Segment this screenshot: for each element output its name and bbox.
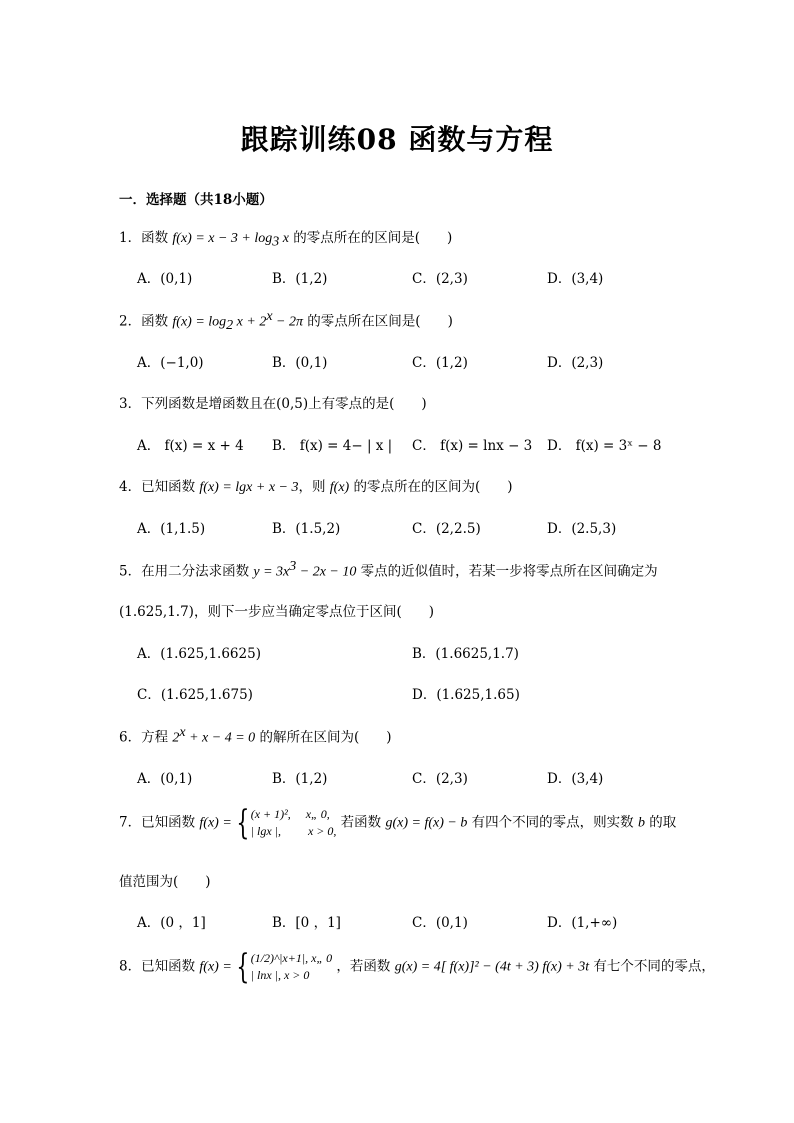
question-3-option-c[interactable]: C． f(x) = lnx − 3 [412, 438, 533, 454]
question-6-option-a[interactable]: A．(0,1) [137, 771, 193, 787]
question-5-option-a[interactable]: A．(1.625,1.6625) [137, 646, 261, 662]
question-4-option-b[interactable]: B．(1.5,2) [272, 521, 341, 537]
question-5-option-d[interactable]: D．(1.625,1.65) [412, 687, 520, 703]
question-5-stem-line-2: (1.625,1.7)，则下一步应当确定零点位于区间( ) [119, 604, 434, 620]
question-1-option-a[interactable]: A．(0,1) [137, 271, 193, 287]
question-4-option-c[interactable]: C．(2,2.5) [412, 521, 481, 537]
question-4-stem: 4．已知函数 f(x) = lgx + x − 3，则 f(x) 的零点所在的区间为( ) [119, 479, 513, 495]
question-6-option-c[interactable]: C．(2,3) [412, 771, 468, 787]
question-6-stem: 6．方程 $2^x + x - 4 = 0$ 的解所在区间为( ) [119, 725, 392, 746]
question-2-option-c[interactable]: C．(1,2) [412, 355, 468, 371]
piecewise-definition: { (1/2)^|x+1|, x„ 0 | lnx |, x > 0 [236, 947, 333, 987]
question-3-option-a[interactable]: A． f(x) = x + 4 [137, 438, 244, 454]
question-1-option-d[interactable]: D．(3,4) [547, 271, 604, 287]
question-1-stem: 1．函数 $f(x) = x - 3 + \log_3 x$ 的零点所在的区间是( ) [119, 230, 453, 250]
question-4-option-a[interactable]: A．(1,1.5) [137, 521, 206, 537]
question-7-option-c[interactable]: C．(0,1) [412, 915, 468, 931]
question-5-option-c[interactable]: C．(1.625,1.675) [137, 687, 253, 703]
question-1-option-b[interactable]: B．(1,2) [272, 271, 328, 287]
question-8-stem: 8．已知函数 f(x) = { (1/2)^|x+1|, x„ 0 | lnx |, x > 0 ，若函数 g(x) = 4[ f(x)]² − (4t + 3) f(x) + 3t 有七个不同的零点， [119, 947, 715, 987]
question-2-option-a[interactable]: A．(−1,0) [137, 355, 204, 371]
question-6-option-d[interactable]: D．(3,4) [547, 771, 604, 787]
question-5-stem: 5．在用二分法求函数 $y = 3x^3 - 2x - 10$ 零点的近似值时，若某一步将零点所在区间确定为 [119, 559, 658, 580]
section-heading: 一．选择题（共18小题） [119, 192, 273, 208]
question-3-option-b[interactable]: B． f(x) = 4− | x | [272, 438, 393, 454]
question-3-option-d[interactable]: D． f(x) = 3ˣ − 8 [547, 438, 662, 454]
question-6-option-b[interactable]: B．(1,2) [272, 771, 328, 787]
question-1-option-c[interactable]: C．(2,3) [412, 271, 468, 287]
page-title: 跟踪训练08 函数与方程 [240, 123, 554, 156]
question-7-option-a[interactable]: A．(0 ，1] [137, 915, 206, 931]
piecewise-definition: { (x + 1)², x„ 0, | lgx |, x > 0, [236, 803, 337, 843]
question-4-option-d[interactable]: D．(2.5,3) [547, 521, 617, 537]
question-7-stem-line-2: 值范围为( ) [119, 874, 211, 890]
question-2-option-d[interactable]: D．(2,3) [547, 355, 604, 371]
question-7-stem: 7．已知函数 f(x) = { (x + 1)², x„ 0, | lgx |, x > 0, 若函数 g(x) = f(x) − b 有四个不同的零点，则实数 b 的取 [119, 803, 677, 843]
question-2-stem: 2．函数 $f(x) = \log_2 x + 2^x - 2\pi$ 的零点所在区间是( ) [119, 309, 453, 334]
question-7-option-d[interactable]: D．(1,+∞) [547, 915, 618, 931]
question-5-option-b[interactable]: B．(1.6625,1.7) [412, 646, 519, 662]
question-7-option-b[interactable]: B．[0 ，1] [272, 915, 341, 931]
question-2-option-b[interactable]: B．(0,1) [272, 355, 328, 371]
question-3-stem: 3．下列函数是增函数且在(0,5)上有零点的是( ) [119, 396, 427, 412]
